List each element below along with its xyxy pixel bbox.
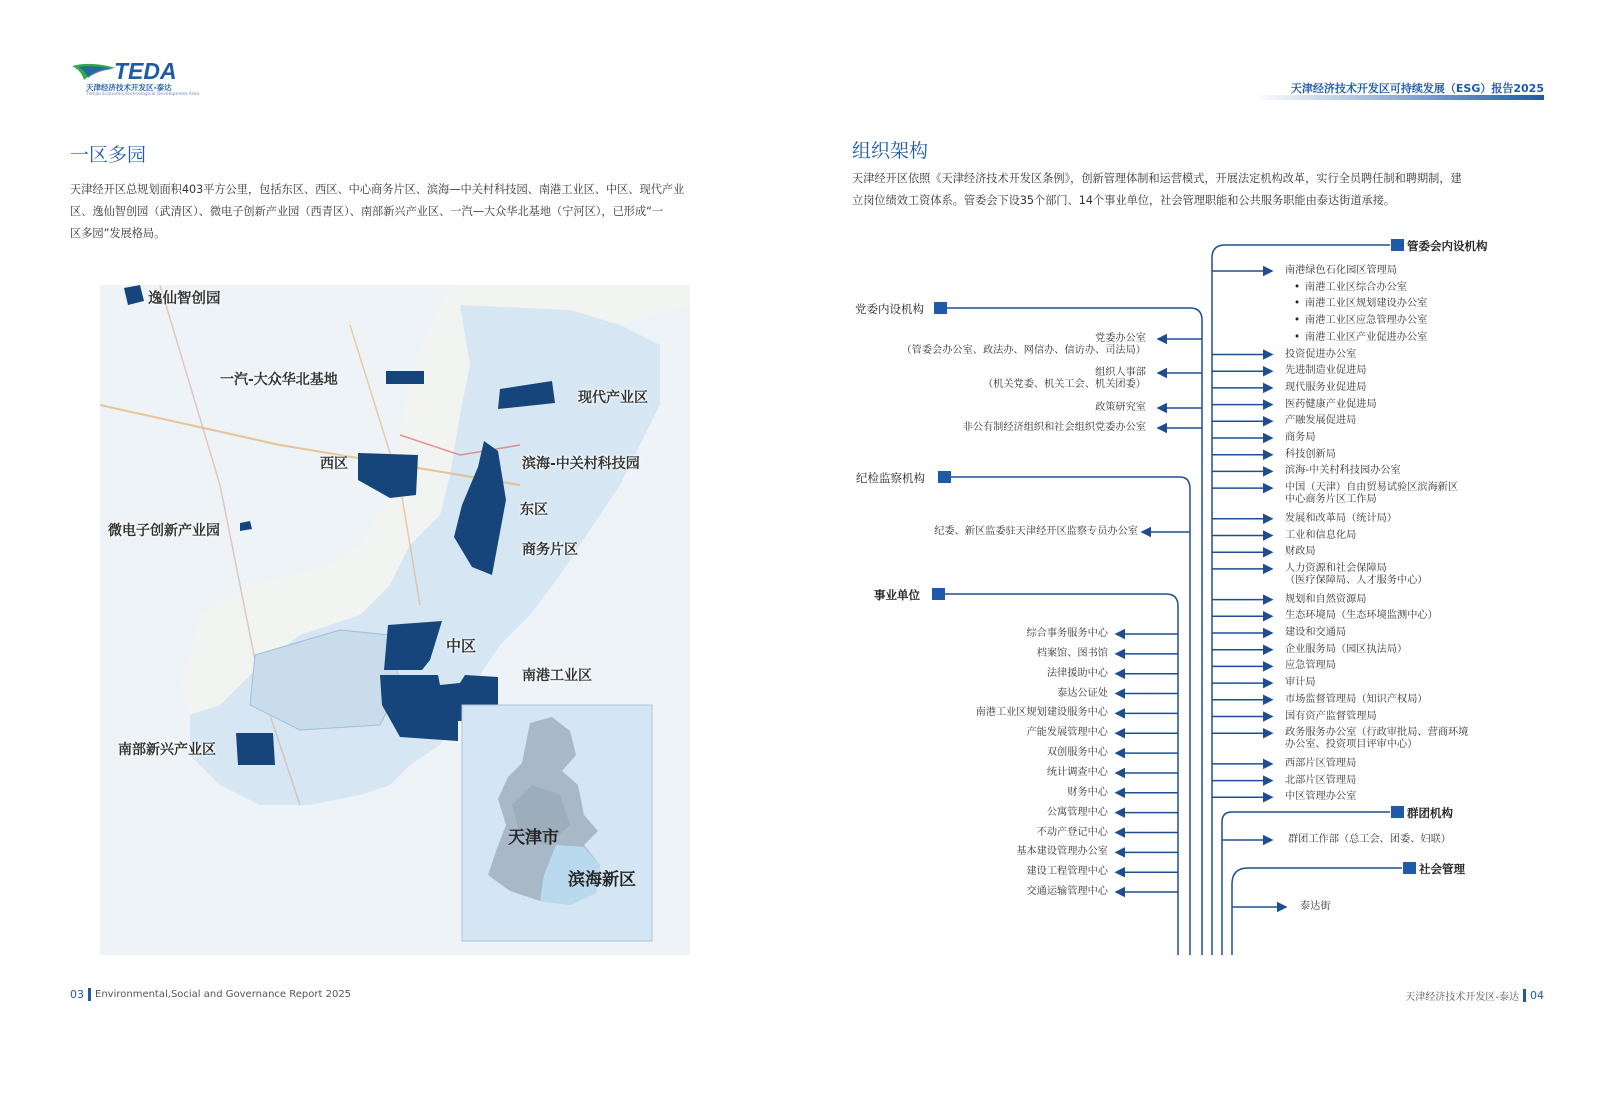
admin-sub-item: • 南港工业区综合办公室 <box>1294 282 1407 294</box>
teda-logo <box>70 58 200 98</box>
district-map <box>100 285 690 955</box>
map-label-xiandai: 现代产业区 <box>578 390 648 406</box>
admin-item: 审计局 <box>1285 677 1316 689</box>
map-label-nangang: 南港工业区 <box>522 668 592 684</box>
org-chart <box>840 230 1540 960</box>
admin-item: 医药健康产业促进局 <box>1285 398 1377 410</box>
map-label-weidianzi: 微电子创新产业园 <box>108 523 220 539</box>
institution-item: 南港工业区规划建设服务中心 <box>975 707 1108 719</box>
map-label-shangwu: 商务片区 <box>522 542 578 558</box>
admin-item: 生态环境局（生态环境监测中心） <box>1285 610 1438 622</box>
org-head-discipline: 纪检监察机构 <box>856 471 925 485</box>
inset-label-binhai: 滨海新区 <box>568 870 636 890</box>
map-label-yiqi: 一汽-大众华北基地 <box>220 372 338 388</box>
admin-item: 建设和交通局 <box>1285 627 1347 638</box>
party-item: 党委办公室 （管委会办公室、政法办、网信办、信访办、司法局） <box>901 333 1146 356</box>
report-title: 天津经济技术开发区可持续发展（ESG）报告2025 <box>1290 82 1544 95</box>
institution-item: 不动产登记中心 <box>1036 826 1108 838</box>
map-label-dongqu: 东区 <box>520 502 548 518</box>
institution-item: 双创服务中心 <box>1046 747 1108 759</box>
paragraph-line: 天津经开区总规划面积403平方公里，包括东区、西区、中心商务片区、滨海—中关村科技园、南港工业区、中区、现代产业 <box>70 183 685 196</box>
admin-item: 人力资源和社会保障局 （医疗保障局、人才服务中心） <box>1285 562 1428 586</box>
institution-item: 法律援助中心 <box>1046 667 1108 679</box>
admin-sub-item: • 南港工业区规划建设办公室 <box>1294 298 1427 310</box>
page-divider <box>1523 989 1526 1002</box>
org-head-group: 群团机构 <box>1407 806 1453 820</box>
admin-item: 规划和自然资源局 <box>1285 593 1367 605</box>
org-head-institution: 事业单位 <box>874 588 920 602</box>
admin-item: 南港绿色石化园区管理局 <box>1285 265 1398 276</box>
institution-item: 基本建设管理办公室 <box>1016 846 1108 858</box>
org-head-social: 社会管理 <box>1419 862 1465 876</box>
admin-item: 投资促进办公室 <box>1285 348 1357 360</box>
admin-item: 工业和信息化局 <box>1285 529 1357 541</box>
admin-item: 市场监督管理局（知识产权局） <box>1285 693 1428 705</box>
inset-label-tianjin: 天津市 <box>508 828 559 848</box>
institution-item: 财务中心 <box>1067 786 1108 798</box>
admin-item: 先进制造业促进局 <box>1285 365 1367 377</box>
admin-item: 滨海-中关村科技园办公室 <box>1285 465 1401 477</box>
admin-item: 应急管理局 <box>1285 660 1336 672</box>
logo-text: TEDA <box>114 58 177 84</box>
social-item: 泰达街 <box>1300 901 1331 912</box>
admin-item: 产融发展促进局 <box>1285 415 1357 427</box>
paragraph-line: 立岗位绩效工资体系。管委会下设35个部门、14个事业单位，社会管理职能和公共服务职能由泰达街道承接。 <box>852 194 1396 207</box>
institution-item: 综合事务服务中心 <box>1026 628 1108 639</box>
admin-item: 国有资产监督管理局 <box>1285 710 1377 722</box>
logo-subtitle-en: Tianjin Economic-Technological Development Area <box>86 92 200 97</box>
logo-wing-icon <box>70 60 120 84</box>
paragraph-line: 天津经开区依照《天津经济技术开发区条例》，创新管理体制和运营模式，开展法定机构改革，实行全员聘任制和聘期制，建 <box>852 172 1462 185</box>
admin-item: 财政局 <box>1285 546 1316 558</box>
discipline-item: 纪委、新区监委驻天津经开区监察专员办公室 <box>934 526 1138 537</box>
map-label-xiqu: 西区 <box>320 456 348 472</box>
party-item: 组织人事部 （机关党委、机关工会、机关团委） <box>983 367 1146 390</box>
institution-item: 泰达公证处 <box>1057 687 1108 699</box>
paragraph-line: 区、逸仙智创园（武清区）、微电子创新产业园（西青区）、南部新兴产业区、一汽—大众华北基地（宁河区），已形成“一 <box>70 205 664 218</box>
map-label-yixian: 逸仙智创园 <box>148 291 221 307</box>
admin-item: 中区管理办公室 <box>1285 791 1357 803</box>
party-item: 政策研究室 <box>1095 402 1146 413</box>
intro-paragraph-left <box>70 179 720 245</box>
org-head-admin: 管委会内设机构 <box>1407 239 1488 253</box>
map-label-binhai-zgc: 滨海-中关村科技园 <box>522 456 640 472</box>
footer-left <box>70 988 351 1001</box>
admin-item: 企业服务局（园区执法局） <box>1285 643 1408 655</box>
admin-item: 西部片区管理局 <box>1285 757 1357 769</box>
admin-item: 发展和改革局（统计局） <box>1285 512 1398 524</box>
report-title-bar <box>1254 95 1544 100</box>
admin-item: 商务局 <box>1285 432 1316 443</box>
footer-right <box>1405 988 1544 1003</box>
admin-sub-item: • 南港工业区产业促进办公室 <box>1294 332 1427 344</box>
footer-left-text: Environmental,Social and Governance Report 2025 <box>95 989 352 1000</box>
institution-item: 统计调查中心 <box>1046 766 1108 778</box>
intro-paragraph-right <box>852 168 1512 212</box>
page-divider <box>88 988 91 1001</box>
admin-item: 北部片区管理局 <box>1285 774 1357 786</box>
admin-item: 现代服务业促进局 <box>1285 381 1367 393</box>
paragraph-line: 区多园”发展格局。 <box>70 227 166 240</box>
admin-item: 政务服务办公室（行政审批局、营商环境 办公室、投资项目评审中心） <box>1285 727 1469 751</box>
section-title-right: 组织架构 <box>852 140 929 162</box>
institution-item: 公寓管理中心 <box>1046 806 1108 818</box>
institution-item: 产能发展管理中心 <box>1026 727 1108 739</box>
group-item: 群团工作部（总工会、团委、妇联） <box>1288 834 1451 845</box>
institution-item: 交通运输管理中心 <box>1026 886 1108 898</box>
footer-right-text: 天津经济技术开发区-泰达 <box>1405 992 1519 1003</box>
map-label-zhongqu: 中区 <box>446 637 477 655</box>
admin-sub-item: • 南港工业区应急管理办公室 <box>1294 315 1427 327</box>
section-title-left: 一区多园 <box>70 144 147 166</box>
admin-item: 中国（天津）自由贸易试验区滨海新区 中心商务片区工作局 <box>1285 482 1459 506</box>
org-head-party: 党委内设机构 <box>855 302 924 316</box>
page-number-right: 04 <box>1530 989 1544 1002</box>
party-item: 非公有制经济组织和社会组织党委办公室 <box>962 422 1146 433</box>
institution-item: 建设工程管理中心 <box>1026 866 1108 878</box>
page-number-left: 03 <box>70 988 84 1001</box>
admin-item: 科技创新局 <box>1285 448 1336 460</box>
map-drawing <box>100 285 690 955</box>
logo-subtitle: 天津经济技术开发区-泰达 <box>86 83 172 92</box>
map-label-nanbu: 南部新兴产业区 <box>118 742 216 758</box>
institution-item: 档案馆、图书馆 <box>1036 647 1108 659</box>
